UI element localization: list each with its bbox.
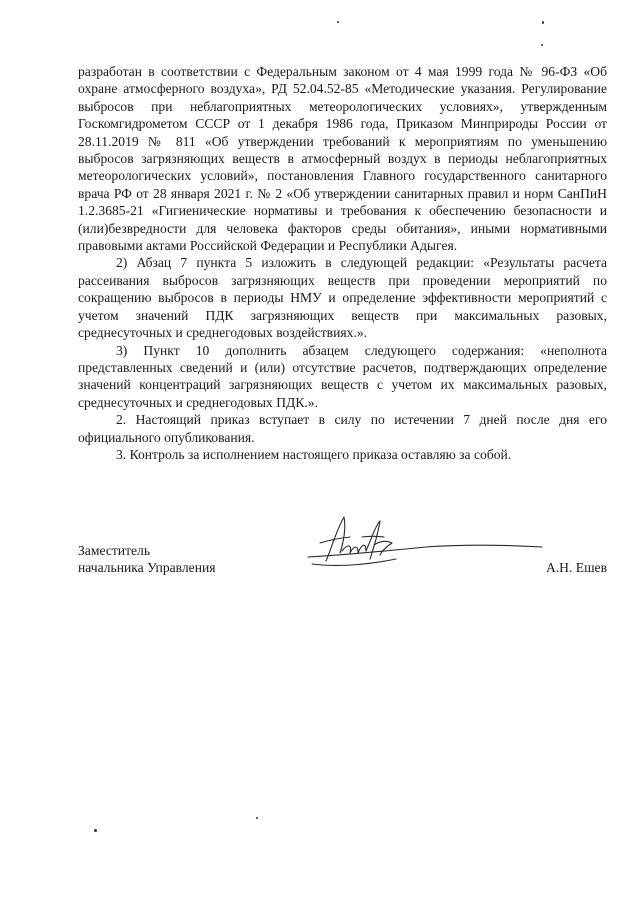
paragraph-item-2: 2) Абзац 7 пункта 5 изложить в следующей редакции: «Результаты расчета рассеивания выбросов загрязняющих веществ при проведении мероприятий по сокращению выбросов в периоды НМУ и определение эффективности мероприятий с учетом значений ПДК загрязняющих веществ при максимальных разовых, среднесуточных и среднегодовых воздействиях.». (78, 255, 607, 341)
signer-position-line-1: Заместитель (78, 543, 151, 558)
paragraph-continuation: разработан в соответствии с Федеральным законом от 4 мая 1999 года № 96-ФЗ «Об охране атмосферного воздуха», РД 52.04.52-85 «Методические указания. Регулирование выбросов при неблагоприятных метеорологических условиях», утвержденным Госкомгидрометом СССР от 1 декабря 1986 года, Приказом Минприроды России от 28.11.2019 № 811 «Об утверждении требований к мероприятиям по уменьшению выбросов загрязняющих веществ в атмосферный воздух в периоды неблагоприятных метеорологических условий», постановления Главного государственного санитарного врача РФ от 28 января 2021 г. № 2 «Об утверждении санитарных правил и норм СанПиН 1.2.3685-21 «Гигиенические нормативы и требования к обеспечению безопасности и (или)безвредности для человека факторов среды обитания», иными нормативными правовыми актами Российской Федерации и Республики Адыгея. (78, 64, 607, 254)
scan-speck (94, 829, 97, 832)
scan-speck (541, 44, 543, 46)
paragraph-clause-2: 2. Настоящий приказ вступает в силу по истечении 7 дней после дня его официального опубликования. (78, 412, 607, 445)
signer-name: А.Н. Ешев (545, 560, 607, 575)
document-body (78, 63, 607, 463)
scan-speck (337, 21, 339, 23)
handwritten-signature (306, 507, 546, 577)
signer-position (78, 542, 216, 577)
scan-speck (256, 817, 258, 819)
paragraph-clause-3: 3. Контроль за исполнением настоящего приказа оставляю за собой. (116, 446, 512, 462)
signature-block (78, 507, 607, 587)
signer-position-line-2: начальника Управления (78, 560, 216, 576)
scan-speck (542, 21, 544, 24)
paragraph-item-3: 3) Пункт 10 дополнить абзацем следующего содержания: «неполнота представленных сведений и (или) отсутствие расчетов, подтверждающих определение значений концентраций загрязняющих веществ с учетом их максимальных разовых, среднесуточных и среднегодовых ПДК.». (78, 342, 607, 410)
